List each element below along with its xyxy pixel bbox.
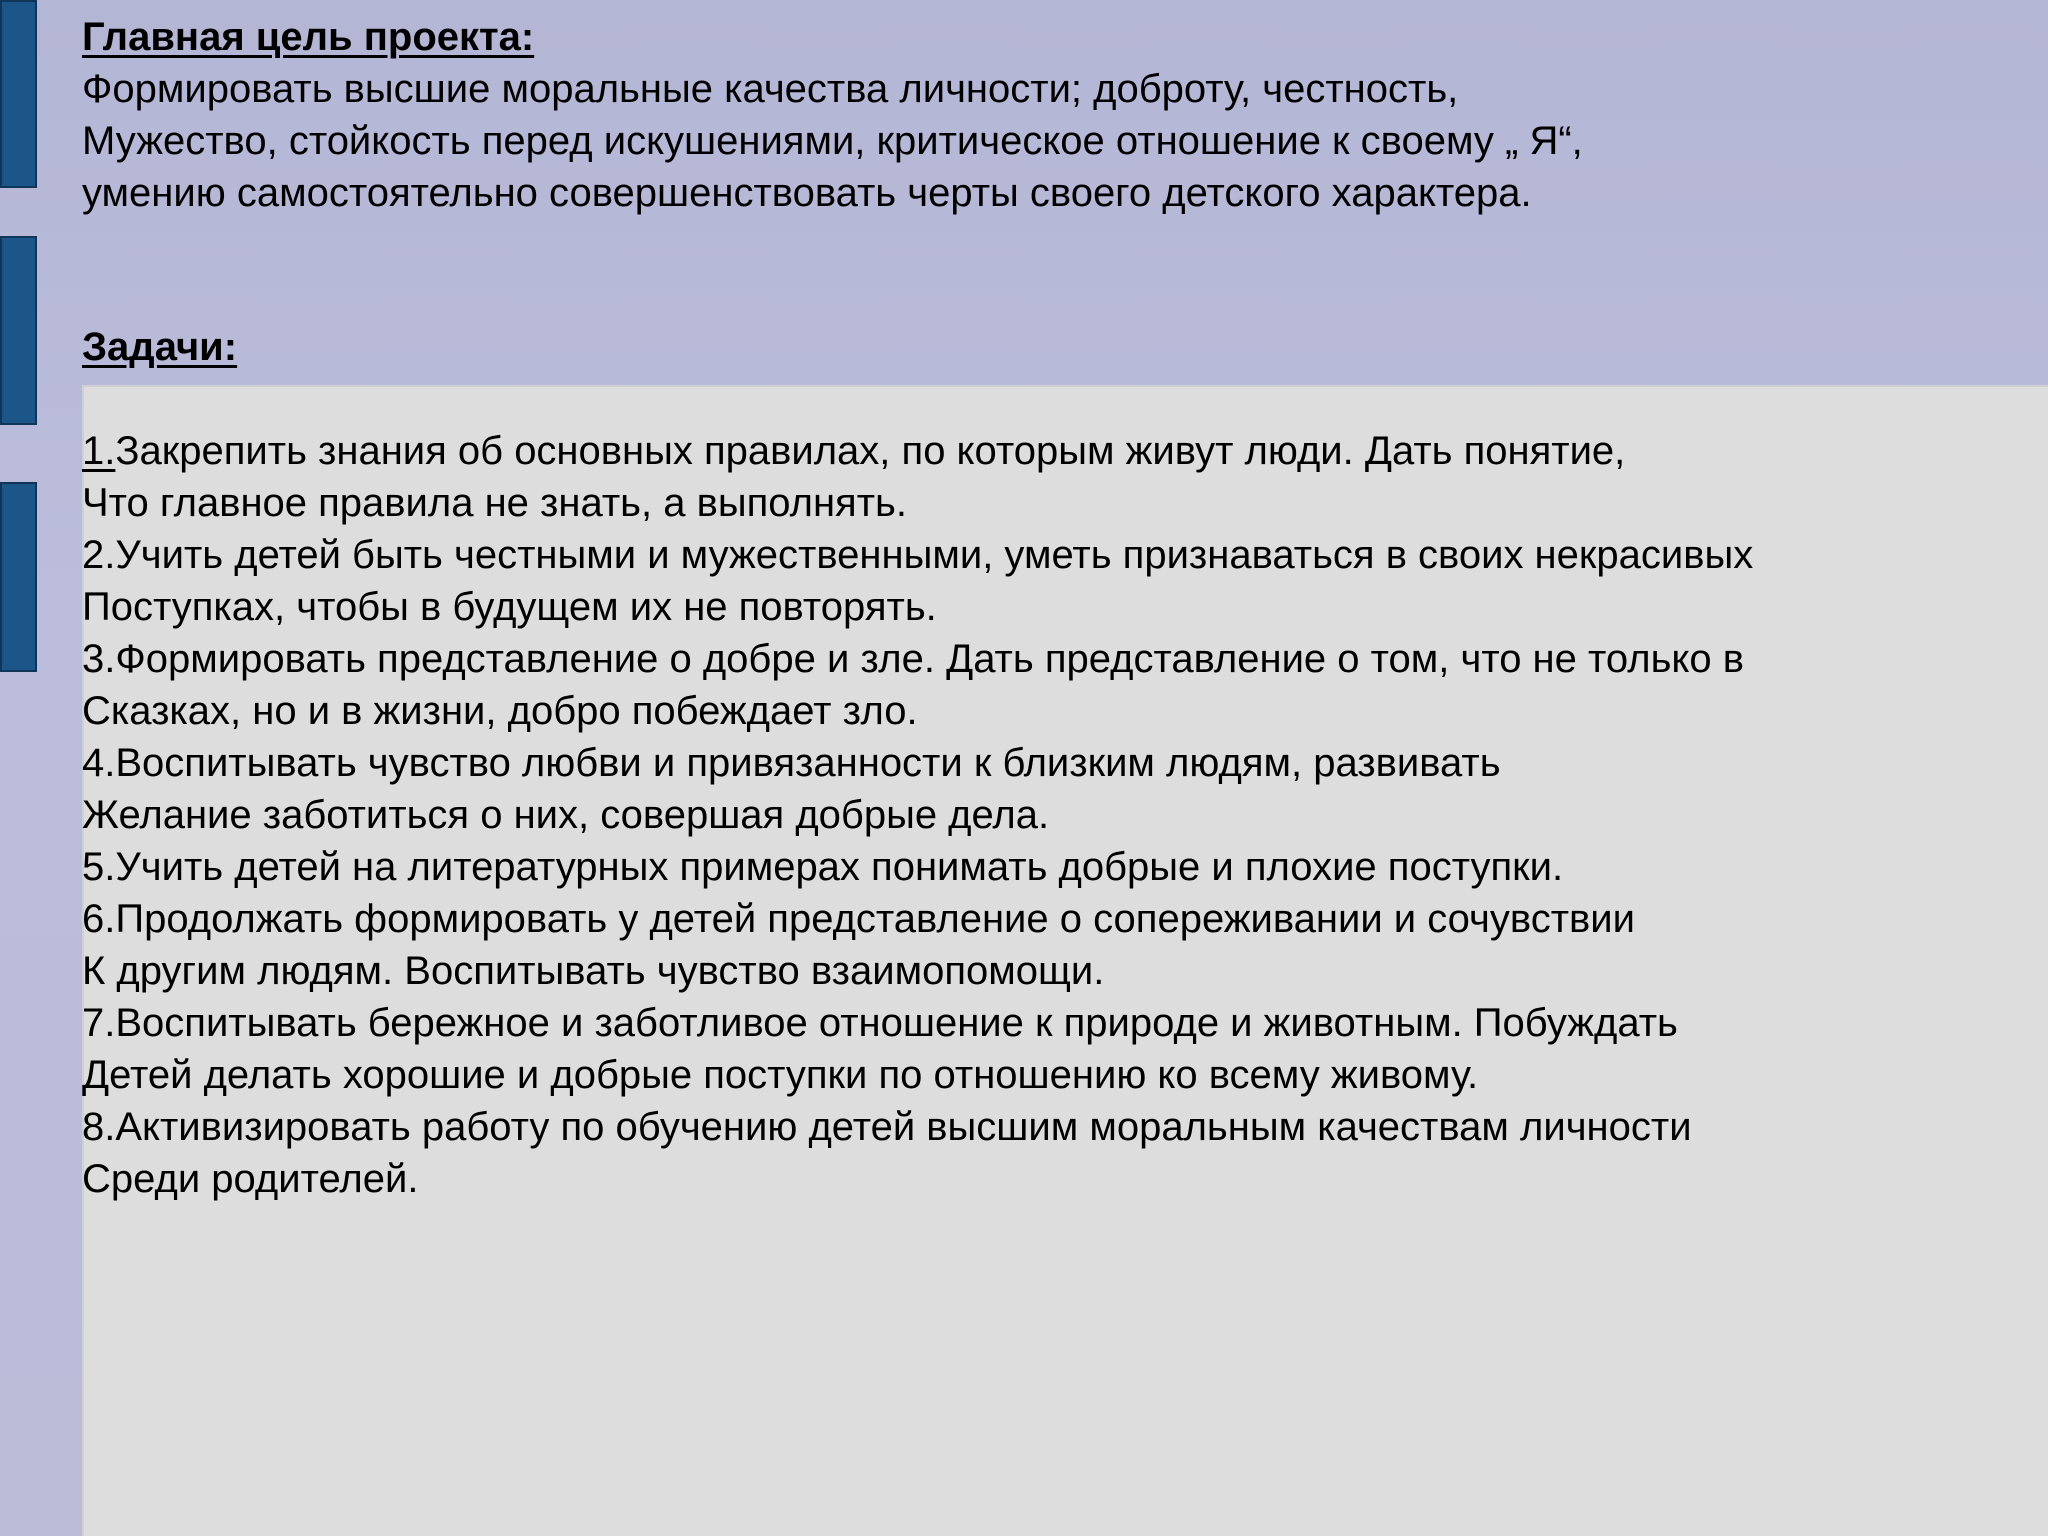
tasks-spacer <box>82 373 1753 425</box>
task-1-text: Закрепить знания об основных правилах, по которым живут люди. Дать понятие, <box>115 429 1626 473</box>
accent-bar-bottom <box>0 482 37 672</box>
task-line: 4.Воспитывать чувство любви и привязанности к близким людям, развивать <box>82 741 1501 785</box>
tasks-section <box>82 321 1753 1205</box>
goal-heading: Главная цель проекта: <box>82 15 535 59</box>
goal-line: Формировать высшие моральные качества личности; доброту, честность, <box>82 67 1459 111</box>
task-line: 5.Учить детей на литературных примерах понимать добрые и плохие поступки. <box>82 845 1564 889</box>
task-line: К другим людям. Воспитывать чувство взаимопомощи. <box>82 949 1105 993</box>
task-line: Среди родителей. <box>82 1157 419 1201</box>
accent-bar-top <box>0 0 37 188</box>
task-line: Сказках, но и в жизни, добро побеждает зло. <box>82 689 918 733</box>
task-line: 7.Воспитывать бережное и заботливое отношение к природе и животным. Побуждать <box>82 1001 1678 1045</box>
task-line: Детей делать хорошие и добрые поступки по отношению ко всему живому. <box>82 1053 1479 1097</box>
task-line: 6.Продолжать формировать у детей представление о сопереживании и сочувствии <box>82 897 1635 941</box>
goal-line: умению самостоятельно совершенствовать черты своего детского характера. <box>82 171 1532 215</box>
task-line: Что главное правила не знать, а выполнять. <box>82 481 907 525</box>
goal-line: Мужество, стойкость перед искушениями, критическое отношение к своему „ Я“, <box>82 119 1583 163</box>
tasks-heading: Задачи: <box>82 325 238 369</box>
task-line: 3.Формировать представление о добре и зле. Дать представление о том, что не только в <box>82 637 1744 681</box>
goal-section <box>82 11 1583 219</box>
task-line: 2.Учить детей быть честными и мужественными, уметь признаваться в своих некрасивых <box>82 533 1754 577</box>
task-1-number: 1. <box>82 429 116 473</box>
task-line <box>82 425 1753 477</box>
task-line: Желание заботиться о них, совершая добрые дела. <box>82 793 1050 837</box>
task-line: Поступках, чтобы в будущем их не повторять. <box>82 585 937 629</box>
task-line: 8.Активизировать работу по обучению детей высшим моральным качествам личности <box>82 1105 1692 1149</box>
accent-bar-middle <box>0 236 37 425</box>
